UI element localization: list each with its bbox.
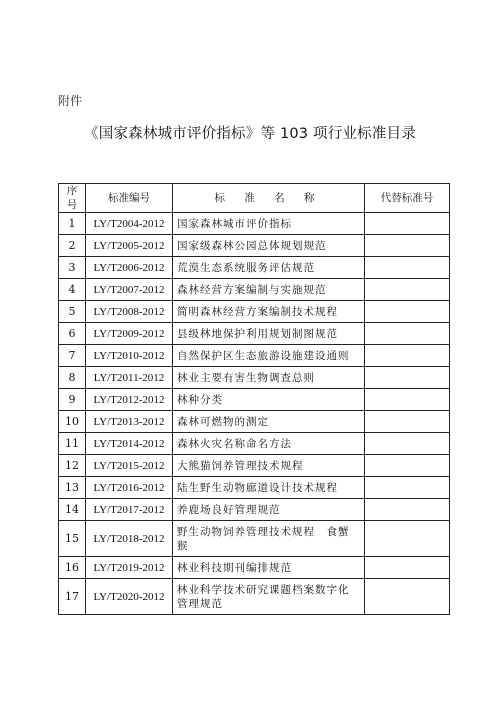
replaced-standard (365, 579, 450, 615)
table-row (59, 557, 450, 579)
standard-code: LY/T2018-2012 (86, 521, 173, 557)
standard-code: LY/T2004-2012 (86, 213, 173, 235)
replaced-standard (365, 213, 450, 235)
standard-name: 陆生野生动物廊道设计技术规程 (173, 477, 365, 499)
replaced-standard (365, 477, 450, 499)
replaced-standard (365, 323, 450, 345)
replaced-standard (365, 411, 450, 433)
table-row (59, 323, 450, 345)
row-number: 1 (59, 213, 86, 235)
row-number: 9 (59, 389, 86, 411)
standard-code: LY/T2019-2012 (86, 557, 173, 579)
row-number: 10 (59, 411, 86, 433)
table-row (59, 257, 450, 279)
standard-code: LY/T2009-2012 (86, 323, 173, 345)
row-number: 3 (59, 257, 86, 279)
standard-name: 养鹿场良好管理规范 (173, 499, 365, 521)
standard-code: LY/T2016-2012 (86, 477, 173, 499)
replaced-standard (365, 257, 450, 279)
row-number: 16 (59, 557, 86, 579)
standard-name: 荒漠生态系统服务评估规范 (173, 257, 365, 279)
row-number: 15 (59, 521, 86, 557)
standard-name: 林业科技期刊编排规范 (173, 557, 365, 579)
standard-code: LY/T2007-2012 (86, 279, 173, 301)
standard-code: LY/T2010-2012 (86, 345, 173, 367)
table-row (59, 499, 450, 521)
replaced-standard (365, 389, 450, 411)
table-row (59, 345, 450, 367)
standard-name: 县级林地保护利用规划制图规范 (173, 323, 365, 345)
standard-name: 国家森林城市评价指标 (173, 213, 365, 235)
row-number: 8 (59, 367, 86, 389)
row-number: 13 (59, 477, 86, 499)
row-number: 11 (59, 433, 86, 455)
row-number: 4 (59, 279, 86, 301)
row-number: 12 (59, 455, 86, 477)
standard-name: 大熊猫饲养管理技术规程 (173, 455, 365, 477)
table-row (59, 301, 450, 323)
document-title: 《国家森林城市评价指标》等 103 项行业标准目录 (84, 126, 416, 142)
table-row (59, 279, 450, 301)
table-row (59, 521, 450, 557)
table-row (59, 235, 450, 257)
standard-name: 自然保护区生态旅游设施建设通则 (173, 345, 365, 367)
replaced-standard (365, 279, 450, 301)
standard-name: 野生动物饲养管理技术规程 食蟹猴 (173, 521, 365, 557)
standard-code: LY/T2013-2012 (86, 411, 173, 433)
row-number: 5 (59, 301, 86, 323)
table-header-row (59, 184, 450, 213)
table-row (59, 455, 450, 477)
replaced-standard (365, 499, 450, 521)
standard-code: LY/T2015-2012 (86, 455, 173, 477)
replaced-standard (365, 235, 450, 257)
row-number: 7 (59, 345, 86, 367)
row-number: 6 (59, 323, 86, 345)
table-body (59, 213, 450, 615)
standard-name: 林种分类 (173, 389, 365, 411)
table-row (59, 411, 450, 433)
replaced-standard (365, 521, 450, 557)
standard-name: 森林可燃物的测定 (173, 411, 365, 433)
standard-name: 森林火灾名称命名方法 (173, 433, 365, 455)
table-row (59, 579, 450, 615)
column-header-no: 序号 (59, 184, 86, 213)
row-number: 17 (59, 579, 86, 615)
replaced-standard (365, 301, 450, 323)
column-header-replaces: 代替标准号 (365, 184, 450, 213)
standard-name: 森林经营方案编制与实施规范 (173, 279, 365, 301)
standard-name: 林业主要有害生物调查总则 (173, 367, 365, 389)
standard-code: LY/T2008-2012 (86, 301, 173, 323)
standard-code: LY/T2014-2012 (86, 433, 173, 455)
standard-name: 林业科学技术研究课题档案数字化管理规范 (173, 579, 365, 615)
standard-code: LY/T2020-2012 (86, 579, 173, 615)
standard-code: LY/T2011-2012 (86, 367, 173, 389)
attachment-label: 附件 (58, 94, 83, 108)
column-header-code: 标准编号 (86, 184, 173, 213)
replaced-standard (365, 557, 450, 579)
table-row (59, 477, 450, 499)
table-row (59, 367, 450, 389)
standard-name: 简明森林经营方案编制技术规程 (173, 301, 365, 323)
standards-table (58, 183, 450, 615)
replaced-standard (365, 433, 450, 455)
standard-code: LY/T2017-2012 (86, 499, 173, 521)
table-row (59, 213, 450, 235)
standard-code: LY/T2005-2012 (86, 235, 173, 257)
table-row (59, 389, 450, 411)
standard-code: LY/T2006-2012 (86, 257, 173, 279)
standard-code: LY/T2012-2012 (86, 389, 173, 411)
replaced-standard (365, 345, 450, 367)
column-header-name: 标 准 名 称 (173, 184, 365, 213)
replaced-standard (365, 367, 450, 389)
row-number: 14 (59, 499, 86, 521)
row-number: 2 (59, 235, 86, 257)
replaced-standard (365, 455, 450, 477)
table-row (59, 433, 450, 455)
standard-name: 国家级森林公园总体规划规范 (173, 235, 365, 257)
